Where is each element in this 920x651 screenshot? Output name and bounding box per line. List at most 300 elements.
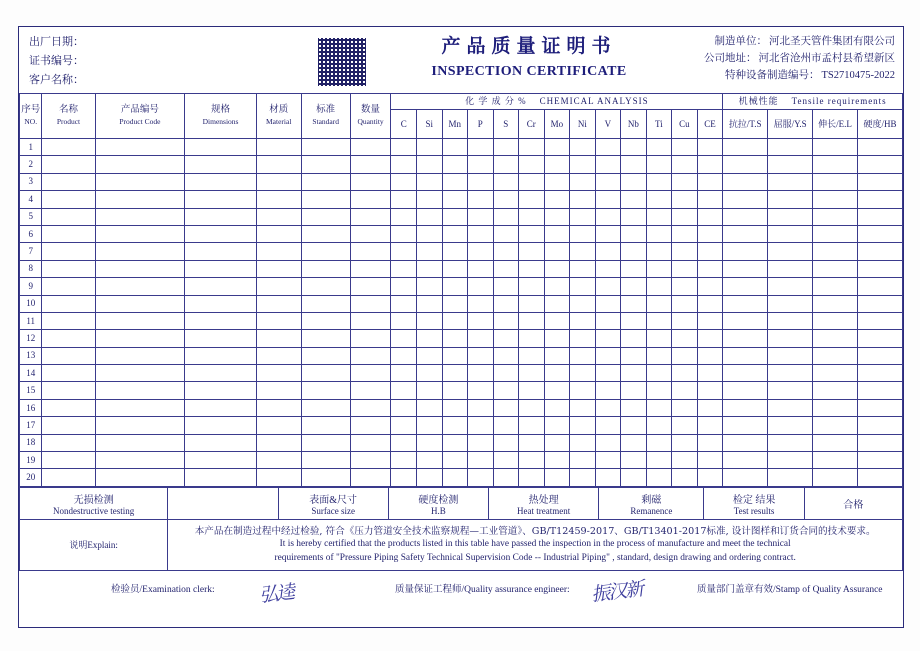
cell-c[interactable]: [391, 295, 417, 312]
table-row[interactable]: [20, 347, 903, 364]
cell-material[interactable]: [256, 139, 301, 156]
cell-nb[interactable]: [621, 208, 647, 225]
cell-v[interactable]: [595, 434, 621, 451]
cell-c[interactable]: [391, 399, 417, 416]
cell-s[interactable]: [493, 191, 519, 208]
cell-mo[interactable]: [544, 399, 570, 416]
cell-product[interactable]: [42, 295, 95, 312]
cell-product-code[interactable]: [95, 434, 185, 451]
cell-ts[interactable]: [723, 417, 768, 434]
cell-quantity[interactable]: [350, 173, 391, 190]
cell-v[interactable]: [595, 278, 621, 295]
cell-si[interactable]: [416, 417, 442, 434]
cell-c[interactable]: [391, 434, 417, 451]
table-row[interactable]: [20, 208, 903, 225]
cell-ni[interactable]: [570, 399, 596, 416]
cell-cr[interactable]: [519, 417, 545, 434]
cell-nb[interactable]: [621, 382, 647, 399]
cell-cr[interactable]: [519, 365, 545, 382]
cell-s[interactable]: [493, 278, 519, 295]
cell-si[interactable]: [416, 312, 442, 329]
cell-s[interactable]: [493, 365, 519, 382]
cell-ti[interactable]: [646, 452, 672, 469]
cell-v[interactable]: [595, 191, 621, 208]
cell-s[interactable]: [493, 225, 519, 242]
cell-quantity[interactable]: [350, 417, 391, 434]
cell-standard[interactable]: [301, 382, 350, 399]
cell-ti[interactable]: [646, 191, 672, 208]
table-row[interactable]: [20, 469, 903, 486]
cell-mn[interactable]: [442, 452, 468, 469]
cell-ys[interactable]: [768, 347, 813, 364]
cell-product[interactable]: [42, 208, 95, 225]
cell-p[interactable]: [468, 173, 494, 190]
cell-quantity[interactable]: [350, 347, 391, 364]
cell-el[interactable]: [813, 452, 858, 469]
cell-dimensions[interactable]: [185, 191, 256, 208]
cell-ni[interactable]: [570, 139, 596, 156]
cell-cr[interactable]: [519, 469, 545, 486]
cell-s[interactable]: [493, 347, 519, 364]
cell-mo[interactable]: [544, 330, 570, 347]
cell-ti[interactable]: [646, 278, 672, 295]
table-row[interactable]: [20, 191, 903, 208]
cell-dimensions[interactable]: [185, 382, 256, 399]
cell-v[interactable]: [595, 156, 621, 173]
cell-cu[interactable]: [672, 260, 698, 277]
cell-dimensions[interactable]: [185, 295, 256, 312]
cell-product[interactable]: [42, 173, 95, 190]
cell-c[interactable]: [391, 156, 417, 173]
cell-el[interactable]: [813, 243, 858, 260]
cell-ni[interactable]: [570, 452, 596, 469]
cell-mn[interactable]: [442, 173, 468, 190]
table-row[interactable]: [20, 243, 903, 260]
cell-ys[interactable]: [768, 173, 813, 190]
cell-mo[interactable]: [544, 347, 570, 364]
cell-mo[interactable]: [544, 225, 570, 242]
cell-p[interactable]: [468, 191, 494, 208]
cell-cr[interactable]: [519, 173, 545, 190]
table-row[interactable]: [20, 365, 903, 382]
cell-s[interactable]: [493, 208, 519, 225]
cell-hb[interactable]: [857, 156, 902, 173]
cell-c[interactable]: [391, 382, 417, 399]
cell-cr[interactable]: [519, 399, 545, 416]
cell-hb[interactable]: [857, 330, 902, 347]
cell-quantity[interactable]: [350, 139, 391, 156]
cell-quantity[interactable]: [350, 243, 391, 260]
cell-ts[interactable]: [723, 434, 768, 451]
cell-hb[interactable]: [857, 278, 902, 295]
cell-ni[interactable]: [570, 191, 596, 208]
cell-mo[interactable]: [544, 243, 570, 260]
cell-material[interactable]: [256, 382, 301, 399]
cell-c[interactable]: [391, 260, 417, 277]
cell-ts[interactable]: [723, 278, 768, 295]
cell-standard[interactable]: [301, 312, 350, 329]
cell-standard[interactable]: [301, 225, 350, 242]
cell-c[interactable]: [391, 312, 417, 329]
cell-material[interactable]: [256, 208, 301, 225]
cell-si[interactable]: [416, 260, 442, 277]
cell-nb[interactable]: [621, 139, 647, 156]
cell-v[interactable]: [595, 260, 621, 277]
cell-ce[interactable]: [697, 173, 723, 190]
cell-s[interactable]: [493, 330, 519, 347]
cell-ys[interactable]: [768, 260, 813, 277]
cell-dimensions[interactable]: [185, 156, 256, 173]
cell-mn[interactable]: [442, 399, 468, 416]
cell-p[interactable]: [468, 156, 494, 173]
cell-mn[interactable]: [442, 243, 468, 260]
cell-material[interactable]: [256, 434, 301, 451]
cell-dimensions[interactable]: [185, 243, 256, 260]
cell-s[interactable]: [493, 173, 519, 190]
cell-quantity[interactable]: [350, 312, 391, 329]
cell-ts[interactable]: [723, 347, 768, 364]
cell-cu[interactable]: [672, 191, 698, 208]
cell-ti[interactable]: [646, 139, 672, 156]
cell-ti[interactable]: [646, 365, 672, 382]
cell-product[interactable]: [42, 347, 95, 364]
cell-s[interactable]: [493, 260, 519, 277]
cell-standard[interactable]: [301, 156, 350, 173]
cell-p[interactable]: [468, 278, 494, 295]
cell-p[interactable]: [468, 295, 494, 312]
cell-el[interactable]: [813, 278, 858, 295]
cell-ce[interactable]: [697, 191, 723, 208]
cell-c[interactable]: [391, 208, 417, 225]
cell-ts[interactable]: [723, 469, 768, 486]
cell-mn[interactable]: [442, 382, 468, 399]
cell-s[interactable]: [493, 312, 519, 329]
cell-cu[interactable]: [672, 330, 698, 347]
cell-ys[interactable]: [768, 278, 813, 295]
cell-ts[interactable]: [723, 399, 768, 416]
cell-ys[interactable]: [768, 382, 813, 399]
cell-product-code[interactable]: [95, 191, 185, 208]
cell-product[interactable]: [42, 434, 95, 451]
cell-cr[interactable]: [519, 382, 545, 399]
cell-standard[interactable]: [301, 295, 350, 312]
cell-ti[interactable]: [646, 260, 672, 277]
cell-product[interactable]: [42, 225, 95, 242]
cell-ce[interactable]: [697, 347, 723, 364]
cell-cu[interactable]: [672, 295, 698, 312]
cell-cr[interactable]: [519, 347, 545, 364]
cell-p[interactable]: [468, 434, 494, 451]
cell-dimensions[interactable]: [185, 469, 256, 486]
cell-ce[interactable]: [697, 156, 723, 173]
cell-ti[interactable]: [646, 243, 672, 260]
cell-si[interactable]: [416, 243, 442, 260]
cell-ts[interactable]: [723, 365, 768, 382]
cell-mo[interactable]: [544, 382, 570, 399]
cell-hb[interactable]: [857, 225, 902, 242]
cell-ni[interactable]: [570, 278, 596, 295]
cell-nb[interactable]: [621, 347, 647, 364]
cell-nb[interactable]: [621, 295, 647, 312]
cell-ni[interactable]: [570, 208, 596, 225]
cell-ts[interactable]: [723, 243, 768, 260]
cell-material[interactable]: [256, 260, 301, 277]
cell-nb[interactable]: [621, 417, 647, 434]
cell-cu[interactable]: [672, 278, 698, 295]
cell-material[interactable]: [256, 156, 301, 173]
cell-p[interactable]: [468, 347, 494, 364]
cell-product-code[interactable]: [95, 156, 185, 173]
cell-product[interactable]: [42, 399, 95, 416]
cell-quantity[interactable]: [350, 452, 391, 469]
cell-ys[interactable]: [768, 417, 813, 434]
cell-si[interactable]: [416, 295, 442, 312]
cell-v[interactable]: [595, 330, 621, 347]
cell-dimensions[interactable]: [185, 139, 256, 156]
cell-standard[interactable]: [301, 260, 350, 277]
table-row[interactable]: [20, 399, 903, 416]
cell-dimensions[interactable]: [185, 434, 256, 451]
cell-cu[interactable]: [672, 156, 698, 173]
cell-mn[interactable]: [442, 208, 468, 225]
table-row[interactable]: [20, 330, 903, 347]
table-row[interactable]: [20, 173, 903, 190]
cell-c[interactable]: [391, 278, 417, 295]
cell-el[interactable]: [813, 347, 858, 364]
cell-el[interactable]: [813, 260, 858, 277]
cell-cr[interactable]: [519, 295, 545, 312]
cell-cr[interactable]: [519, 243, 545, 260]
cell-si[interactable]: [416, 452, 442, 469]
cell-cu[interactable]: [672, 208, 698, 225]
cell-v[interactable]: [595, 365, 621, 382]
cell-c[interactable]: [391, 365, 417, 382]
cell-ts[interactable]: [723, 139, 768, 156]
cell-ys[interactable]: [768, 312, 813, 329]
cell-quantity[interactable]: [350, 434, 391, 451]
cell-s[interactable]: [493, 434, 519, 451]
cell-s[interactable]: [493, 399, 519, 416]
cell-cr[interactable]: [519, 156, 545, 173]
cell-material[interactable]: [256, 452, 301, 469]
cell-mo[interactable]: [544, 156, 570, 173]
cell-standard[interactable]: [301, 347, 350, 364]
cell-c[interactable]: [391, 139, 417, 156]
cell-product-code[interactable]: [95, 312, 185, 329]
cell-nb[interactable]: [621, 173, 647, 190]
cell-mo[interactable]: [544, 469, 570, 486]
cell-si[interactable]: [416, 208, 442, 225]
cell-mo[interactable]: [544, 312, 570, 329]
cell-ce[interactable]: [697, 417, 723, 434]
cell-ni[interactable]: [570, 347, 596, 364]
cell-standard[interactable]: [301, 173, 350, 190]
cell-si[interactable]: [416, 382, 442, 399]
cell-hb[interactable]: [857, 295, 902, 312]
cell-p[interactable]: [468, 399, 494, 416]
cell-quantity[interactable]: [350, 208, 391, 225]
table-row[interactable]: [20, 260, 903, 277]
cell-mn[interactable]: [442, 469, 468, 486]
cell-quantity[interactable]: [350, 260, 391, 277]
table-row[interactable]: [20, 434, 903, 451]
cell-ti[interactable]: [646, 208, 672, 225]
cell-ce[interactable]: [697, 469, 723, 486]
cell-mo[interactable]: [544, 208, 570, 225]
cell-ys[interactable]: [768, 208, 813, 225]
cell-dimensions[interactable]: [185, 330, 256, 347]
cell-v[interactable]: [595, 417, 621, 434]
cell-product[interactable]: [42, 469, 95, 486]
cell-quantity[interactable]: [350, 469, 391, 486]
cell-product[interactable]: [42, 243, 95, 260]
cell-ni[interactable]: [570, 330, 596, 347]
cell-el[interactable]: [813, 191, 858, 208]
cell-product-code[interactable]: [95, 225, 185, 242]
cell-c[interactable]: [391, 347, 417, 364]
cell-ti[interactable]: [646, 295, 672, 312]
cell-si[interactable]: [416, 434, 442, 451]
cell-cr[interactable]: [519, 208, 545, 225]
cell-hb[interactable]: [857, 417, 902, 434]
cell-ys[interactable]: [768, 434, 813, 451]
cell-cr[interactable]: [519, 139, 545, 156]
cell-p[interactable]: [468, 365, 494, 382]
cell-dimensions[interactable]: [185, 347, 256, 364]
cell-c[interactable]: [391, 191, 417, 208]
cell-hb[interactable]: [857, 382, 902, 399]
cell-nb[interactable]: [621, 243, 647, 260]
cell-ys[interactable]: [768, 452, 813, 469]
cell-mn[interactable]: [442, 191, 468, 208]
cell-mo[interactable]: [544, 417, 570, 434]
cell-si[interactable]: [416, 347, 442, 364]
cell-dimensions[interactable]: [185, 278, 256, 295]
cell-product-code[interactable]: [95, 173, 185, 190]
cell-ts[interactable]: [723, 260, 768, 277]
cell-nb[interactable]: [621, 260, 647, 277]
cell-nb[interactable]: [621, 278, 647, 295]
cell-cu[interactable]: [672, 312, 698, 329]
cell-product[interactable]: [42, 452, 95, 469]
cell-ce[interactable]: [697, 295, 723, 312]
cell-ti[interactable]: [646, 434, 672, 451]
cell-product[interactable]: [42, 156, 95, 173]
cell-quantity[interactable]: [350, 365, 391, 382]
cell-quantity[interactable]: [350, 382, 391, 399]
cell-quantity[interactable]: [350, 225, 391, 242]
cell-mn[interactable]: [442, 260, 468, 277]
cell-c[interactable]: [391, 469, 417, 486]
cell-p[interactable]: [468, 225, 494, 242]
cell-p[interactable]: [468, 417, 494, 434]
cell-v[interactable]: [595, 225, 621, 242]
cell-mn[interactable]: [442, 434, 468, 451]
cell-nb[interactable]: [621, 434, 647, 451]
cell-product-code[interactable]: [95, 260, 185, 277]
cell-nb[interactable]: [621, 330, 647, 347]
cell-p[interactable]: [468, 208, 494, 225]
cell-product-code[interactable]: [95, 139, 185, 156]
cell-hb[interactable]: [857, 243, 902, 260]
cell-cu[interactable]: [672, 469, 698, 486]
cell-product-code[interactable]: [95, 330, 185, 347]
cell-ts[interactable]: [723, 452, 768, 469]
cell-p[interactable]: [468, 260, 494, 277]
cell-standard[interactable]: [301, 434, 350, 451]
cell-ys[interactable]: [768, 225, 813, 242]
cell-ce[interactable]: [697, 312, 723, 329]
cell-s[interactable]: [493, 139, 519, 156]
cell-ce[interactable]: [697, 208, 723, 225]
cell-product[interactable]: [42, 417, 95, 434]
cell-ce[interactable]: [697, 382, 723, 399]
cell-c[interactable]: [391, 225, 417, 242]
cell-material[interactable]: [256, 469, 301, 486]
cell-p[interactable]: [468, 139, 494, 156]
cell-material[interactable]: [256, 225, 301, 242]
cell-material[interactable]: [256, 330, 301, 347]
cell-nb[interactable]: [621, 312, 647, 329]
cell-nb[interactable]: [621, 156, 647, 173]
cell-ti[interactable]: [646, 347, 672, 364]
cell-material[interactable]: [256, 347, 301, 364]
cell-nb[interactable]: [621, 452, 647, 469]
cell-ys[interactable]: [768, 191, 813, 208]
cell-ti[interactable]: [646, 469, 672, 486]
cell-ts[interactable]: [723, 330, 768, 347]
cell-ts[interactable]: [723, 225, 768, 242]
cell-quantity[interactable]: [350, 330, 391, 347]
cell-p[interactable]: [468, 382, 494, 399]
cell-el[interactable]: [813, 225, 858, 242]
cell-ce[interactable]: [697, 225, 723, 242]
cell-ce[interactable]: [697, 260, 723, 277]
cell-ti[interactable]: [646, 312, 672, 329]
cell-ys[interactable]: [768, 469, 813, 486]
cell-mn[interactable]: [442, 365, 468, 382]
cell-product-code[interactable]: [95, 243, 185, 260]
cell-el[interactable]: [813, 295, 858, 312]
cell-el[interactable]: [813, 312, 858, 329]
cell-cu[interactable]: [672, 452, 698, 469]
cell-v[interactable]: [595, 452, 621, 469]
cell-nb[interactable]: [621, 399, 647, 416]
cell-ti[interactable]: [646, 156, 672, 173]
table-row[interactable]: [20, 139, 903, 156]
cell-si[interactable]: [416, 365, 442, 382]
cell-el[interactable]: [813, 173, 858, 190]
cell-hb[interactable]: [857, 173, 902, 190]
cell-hb[interactable]: [857, 347, 902, 364]
cell-product[interactable]: [42, 191, 95, 208]
cell-quantity[interactable]: [350, 295, 391, 312]
cell-ce[interactable]: [697, 139, 723, 156]
cell-mo[interactable]: [544, 434, 570, 451]
cell-mn[interactable]: [442, 347, 468, 364]
cell-hb[interactable]: [857, 469, 902, 486]
cell-v[interactable]: [595, 382, 621, 399]
cell-mn[interactable]: [442, 417, 468, 434]
cell-cr[interactable]: [519, 330, 545, 347]
cell-cu[interactable]: [672, 417, 698, 434]
cell-c[interactable]: [391, 417, 417, 434]
table-row[interactable]: [20, 278, 903, 295]
cell-el[interactable]: [813, 156, 858, 173]
cell-c[interactable]: [391, 173, 417, 190]
cell-material[interactable]: [256, 191, 301, 208]
cell-mo[interactable]: [544, 452, 570, 469]
